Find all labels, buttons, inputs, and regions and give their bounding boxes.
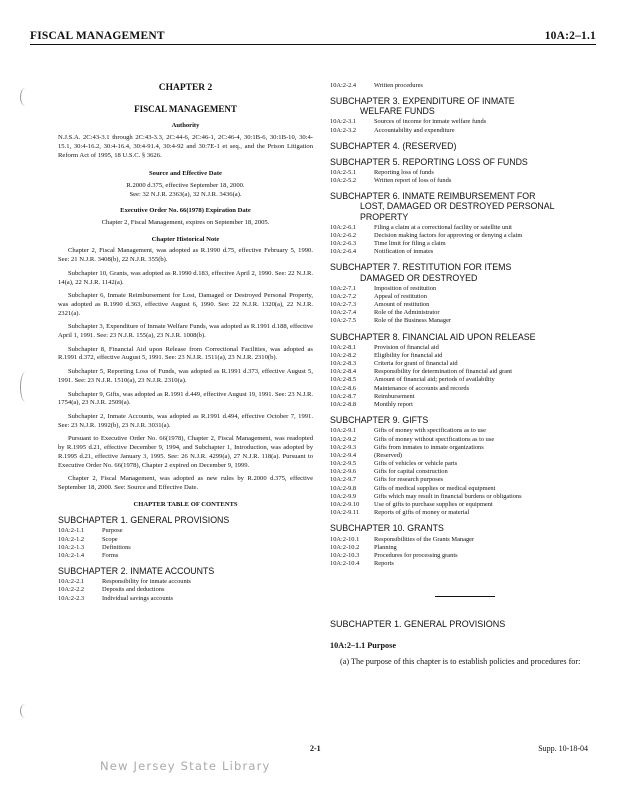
toc-entry-title: Responsibility for determination of financial aid grant — [374, 368, 513, 376]
toc-entry-title: Amount of restitution — [374, 301, 430, 309]
toc-entry-title: Gifts which may result in financial burdens or obligations — [374, 492, 522, 500]
toc-entry[interactable] — [330, 436, 600, 444]
subchapter-heading[interactable] — [330, 262, 600, 282]
toc-entry-title: Reports — [374, 560, 394, 568]
toc-entry[interactable] — [330, 368, 600, 376]
toc-entry-number: 10A:2-8.1 — [330, 343, 357, 351]
scan-mark — [20, 372, 31, 402]
subchapter-title: SUBCHAPTER 2. INMATE ACCOUNTS — [58, 566, 215, 577]
subchapter-title: SUBCHAPTER 6. INMATE REIMBURSEMENT FOR — [330, 191, 536, 202]
toc-entry-title: Amount of financial aid; periods of availability — [374, 376, 495, 384]
page-number: 2-1 — [310, 744, 321, 753]
toc-entry-title: Forms — [102, 551, 119, 559]
toc-entry[interactable] — [330, 285, 600, 293]
toc-entry-number: 10A:2-3.2 — [330, 126, 357, 134]
toc-entry[interactable] — [330, 552, 600, 560]
toc-entry-title: Purpose — [102, 527, 123, 535]
toc-entry-title: Maintenance of accounts and records — [374, 384, 470, 392]
source-heading: Source and Effective Date — [149, 170, 222, 178]
toc-entry-number: 10A:2-8.7 — [330, 392, 357, 400]
toc-entry-number: 10A:2-9.4 — [330, 451, 357, 459]
subchapter-heading[interactable] — [330, 332, 600, 342]
toc-entry-title: Role of the Business Manager — [374, 317, 452, 325]
subchapter-heading[interactable] — [330, 191, 600, 221]
subchapter-title: SUBCHAPTER 9. GIFTS — [330, 415, 429, 426]
toc-entry-number: 10A:2-7.2 — [330, 292, 357, 300]
subchapter-title: SUBCHAPTER 10. GRANTS — [330, 523, 444, 534]
authority-heading: Authority — [171, 122, 200, 130]
toc-entry[interactable] — [330, 476, 600, 484]
toc-entry-number: 10A:2-8.5 — [330, 376, 357, 384]
toc-entry[interactable] — [330, 118, 600, 126]
toc-entry-number: 10A:2-9.5 — [330, 460, 357, 468]
subchapter-title: SUBCHAPTER 1. GENERAL PROVISIONS — [58, 515, 230, 526]
toc-entry-number: 10A:2-2.2 — [58, 586, 85, 594]
toc-entry-number: 10A:2-8.6 — [330, 384, 357, 392]
toc-entry-number: 10A:2-1.1 — [58, 527, 85, 535]
toc-entry[interactable] — [330, 360, 600, 368]
toc-entry-title: Gifts for research purposes — [374, 476, 444, 484]
toc-entry[interactable] — [330, 509, 600, 517]
chapter-title: FISCAL MANAGEMENT — [134, 103, 237, 114]
toc-entry-title: Provision of financial aid — [374, 343, 439, 351]
toc-entry-title: Reimbursement — [374, 392, 415, 400]
toc-entry[interactable] — [330, 240, 600, 248]
source-line: R.2000 d.375, effective September 18, 2000. — [126, 181, 245, 189]
toc-entry-number: 10A:2-1.4 — [58, 551, 85, 559]
scan-mark — [20, 88, 31, 106]
toc-entry[interactable] — [330, 452, 600, 460]
toc-entry-title: Gifts from inmates to inmate organizations — [374, 443, 484, 451]
toc-entry-number: 10A:2-6.3 — [330, 240, 357, 248]
subchapter-title: SUBCHAPTER 3. EXPENDITURE OF INMATE — [330, 96, 515, 107]
source-citation: See: 32 N.J.R. 2363(a), 32 N.J.R. 3436(a). — [129, 190, 242, 198]
toc-entry-title: Written procedures — [374, 82, 423, 89]
history-paragraph: Pursuant to Executive Order No. 66(1978), Chapter 2, Fiscal Management, was readopted by R.1995 d.21, effective December 9, 1994, and Subchapter 1, Introduction, was adopted by R.1995 d.21, effective January 3, 1995. See: 26 N.J.R. 4299(a), 27 N.J.R. 118(a). Pursuant to Executive Order No. 66(1978), Chapter 2 expired on December 9, 1999. — [58, 435, 313, 469]
body-subchapter-heading: SUBCHAPTER 1. GENERAL PROVISIONS — [330, 619, 506, 630]
toc-entry[interactable] — [330, 376, 600, 384]
toc-entry[interactable] — [330, 127, 600, 135]
toc-entry-title: Procedures for processing grants — [374, 551, 458, 559]
toc-entry-number: 10A:2-9.7 — [330, 476, 357, 484]
toc-entry-number: 10A:2-6.2 — [330, 231, 357, 239]
left-toc — [58, 515, 313, 603]
toc-entry-number: 10A:2-9.6 — [330, 468, 357, 476]
section-divider — [435, 596, 495, 597]
toc-entry[interactable] — [330, 444, 600, 452]
toc-entry-title: Criteria for grant of financial aid — [374, 360, 458, 368]
toc-entry[interactable] — [58, 595, 313, 603]
toc-entry-title: Role of the Administrator — [374, 309, 440, 317]
toc-entry-number: 10A:2-8.8 — [330, 401, 357, 409]
history-notes — [58, 247, 313, 492]
toc-entry-title: Use of gifts to purchase supplies or equipment — [374, 501, 493, 509]
toc-entry-title: Gifts of vehicles or vehicle parts — [374, 460, 458, 468]
toc-entry[interactable] — [330, 460, 600, 468]
toc-entry[interactable] — [58, 544, 313, 552]
toc-entry-title: Gifts for capital construction — [374, 468, 448, 476]
toc-entry-title: Deposits and deductions — [102, 586, 165, 594]
subchapter-title-cont: WELFARE FUNDS — [360, 106, 435, 117]
toc-entry-title: Reporting loss of funds — [374, 169, 434, 176]
toc-entry-number: 10A:2-2.1 — [58, 578, 85, 586]
toc-entry-title: Reports of gifts of money or material — [374, 509, 470, 517]
toc-entry-number: 10A:2-10.4 — [330, 560, 360, 568]
toc-entry-title: Gifts of money without specifications as to use — [374, 435, 495, 443]
toc-entry-number: 10A:2-7.1 — [330, 284, 357, 292]
toc-entry-title: Monthly report — [374, 401, 413, 409]
running-header — [30, 26, 596, 45]
toc-entry-title: Scope — [102, 535, 118, 543]
history-paragraph: Subchapter 8, Financial Aid upon Release from Correctional Facilities, was adopted as R.1991 d.372, effective August 5, 1991. See: 23 N.J.R. 1511(a), 23 N.J.R. 2310(b). — [58, 345, 313, 362]
toc-heading: CHAPTER TABLE OF CONTENTS — [133, 500, 238, 508]
toc-entry[interactable] — [58, 536, 313, 544]
toc-entry-title: Gifts of medical supplies or medical equipment — [374, 484, 496, 492]
scan-mark — [20, 704, 31, 718]
history-paragraph: Subchapter 6, Inmate Reimbursement for Lost, Damaged or Destroyed Personal Property, was adopted as R.1990 d.363, effective August 6, 1990. See: 22 N.J.R. 1320(a), 22 N.J.R. 2321(a). — [58, 292, 313, 317]
toc-entry-title: Gifts of money with specifications as to use — [374, 427, 486, 435]
toc-entry-number: 10A:2-1.2 — [58, 535, 85, 543]
toc-entry-number: 10A:2-10.2 — [330, 543, 360, 551]
subchapter-heading[interactable] — [58, 515, 313, 525]
toc-entry[interactable] — [330, 393, 600, 401]
toc-entry[interactable] — [330, 501, 600, 509]
subchapter-heading[interactable] — [58, 566, 313, 576]
toc-entry-number: 10A:2-7.5 — [330, 317, 357, 325]
toc-entry[interactable] — [330, 177, 600, 185]
toc-entry[interactable] — [330, 317, 600, 325]
toc-entry-number: 10A:2-8.2 — [330, 351, 357, 359]
exec-order-heading: Executive Order No. 66(1978) Expiration Date — [120, 207, 251, 215]
left-column — [58, 82, 313, 603]
toc-entry[interactable] — [330, 401, 600, 409]
toc-entry-title: Decision making factors for approving or denying a claim — [374, 231, 523, 239]
toc-entry[interactable] — [330, 248, 600, 256]
toc-entry-title: Filing a claim at a correctional facility or satellite unit — [374, 223, 512, 231]
toc-entry-title: (Reserved) — [374, 451, 403, 459]
toc-entry[interactable] — [330, 560, 600, 568]
toc-entry-number: 10A:2-7.3 — [330, 301, 357, 309]
subchapter-title: SUBCHAPTER 5. REPORTING LOSS OF FUNDS — [330, 156, 528, 167]
subchapter-heading[interactable] — [330, 523, 600, 533]
toc-entry-title: Notification of inmates — [374, 248, 434, 256]
toc-entry-title: Sources of income for inmate welfare funds — [374, 118, 487, 126]
history-paragraph: Subchapter 5, Reporting Loss of Funds, was adopted as R.1991 d.373, effective August 5, 1991. See: 23 N.J.R. 1510(a), 23 N.J.R. 2310(a). — [58, 368, 313, 384]
toc-entry-title: Imposition of restitution — [374, 284, 437, 292]
toc-entry-number: 10A:2-9.11 — [330, 509, 360, 517]
toc-entry-title: Planning — [374, 543, 397, 551]
history-paragraph: Subchapter 2, Inmate Accounts, was adopted as R.1991 d.494, effective October 7, 1991. See: 23 N.J.R. 1992(b), 23 N.J.R. 3031(a). — [58, 412, 313, 429]
toc-entry[interactable] — [330, 224, 600, 232]
toc-entry[interactable] — [330, 493, 600, 501]
toc-entry[interactable] — [330, 385, 600, 393]
toc-entry-number: 10A:2-1.3 — [58, 543, 85, 551]
toc-entry[interactable] — [330, 232, 600, 240]
toc-entry-title: Appeal of restitution — [374, 292, 427, 300]
right-column — [330, 82, 600, 667]
toc-entry-title: Responsibility for inmate accounts — [102, 578, 191, 586]
toc-entry[interactable] — [330, 169, 600, 177]
toc-entry-number: 10A:2-9.3 — [330, 443, 357, 451]
toc-entry[interactable] — [330, 427, 600, 435]
chapter-number: CHAPTER 2 — [158, 83, 213, 93]
history-paragraph: Chapter 2, Fiscal Management, was adopted as R.1990 d.75, effective February 5, 1990. See: 21 N.J.R. 3408(b), 22 N.J.R. 355(b). — [58, 247, 313, 264]
toc-entry[interactable] — [330, 293, 600, 301]
toc-entry-number: 10A:2-3.1 — [330, 118, 357, 126]
history-paragraph: Subchapter 9, Gifts, was adopted as R.1991 d.449, effective August 19, 1991. See: 23 N.J.R. 1754(a), 23 N.J.R. 2509(a). — [58, 390, 313, 407]
toc-entry[interactable] — [330, 301, 600, 309]
toc-entry[interactable] — [58, 578, 313, 586]
toc-entry-number: 10A:2-2.4 — [330, 82, 357, 89]
toc-entry-title: Responsibilities of the Grants Manager — [374, 535, 475, 543]
toc-entry-number: 10A:2-8.3 — [330, 360, 357, 368]
subchapter-title: SUBCHAPTER 4. (RESERVED) — [330, 140, 457, 151]
subchapter-heading[interactable] — [330, 141, 600, 151]
toc-entry-title: Individual savings accounts — [102, 594, 173, 602]
toc-entry[interactable] — [330, 468, 600, 476]
subchapter-title: SUBCHAPTER 7. RESTITUTION FOR ITEMS — [330, 262, 512, 273]
toc-entry[interactable] — [330, 544, 600, 552]
toc-entry-number: 10A:2-2.3 — [58, 594, 85, 602]
history-paragraph: Subchapter 10, Grants, was adopted as R.1990 d.183, effective April 2, 1990. See: 22 N.J.R. 14(a), 22 N.J.R. 1142(a). — [58, 269, 313, 286]
header-section: 10A:2–1.1 — [544, 30, 596, 42]
library-watermark: New Jersey State Library — [100, 759, 271, 773]
toc-entry-title: Time limit for filing a claim — [374, 240, 446, 248]
toc-entry-number: 10A:2-10.1 — [330, 535, 360, 543]
subchapter-heading[interactable] — [330, 157, 600, 167]
toc-entry-number: 10A:2-9.2 — [330, 435, 357, 443]
toc-entry-number: 10A:2-9.10 — [330, 501, 360, 509]
toc-entry-number: 10A:2-9.9 — [330, 492, 357, 500]
toc-entry[interactable] — [58, 527, 313, 535]
subchapter-heading[interactable] — [330, 96, 600, 116]
toc-entry[interactable] — [330, 485, 600, 493]
header-title: FISCAL MANAGEMENT — [30, 30, 165, 42]
toc-entry[interactable] — [330, 82, 600, 90]
subchapter-heading[interactable] — [330, 415, 600, 425]
toc-entry-title: Eligibility for financial aid — [374, 351, 443, 359]
toc-entry-number: 10A:2-6.1 — [330, 223, 357, 231]
toc-entry-title: Accountability and expenditure — [374, 126, 455, 134]
toc-entry-number: 10A:2-9.8 — [330, 484, 357, 492]
toc-entry[interactable] — [58, 552, 313, 560]
purpose-heading: 10A:2–1.1 Purpose — [330, 641, 396, 651]
toc-entry[interactable] — [330, 309, 600, 317]
history-paragraph: Chapter 2, Fiscal Management, was adopted as new rules by R.2000 d.375, effective September 18, 2000. See: Source and Effective Date. — [58, 475, 313, 491]
toc-entry-number: 10A:2-6.4 — [330, 248, 357, 256]
toc-entry-number: 10A:2-8.4 — [330, 368, 357, 376]
subchapter-title: SUBCHAPTER 8. FINANCIAL AID UPON RELEASE — [330, 331, 536, 342]
toc-entry-number: 10A:2-5.1 — [330, 169, 357, 176]
right-toc — [330, 96, 600, 568]
subchapter-title-cont: LOST, DAMAGED OR DESTROYED PERSONAL PROPERTY — [360, 201, 555, 222]
toc-entry-title: Written report of loss of funds — [374, 177, 452, 185]
toc-entry[interactable] — [330, 352, 600, 360]
toc-entry-number: 10A:2-9.1 — [330, 427, 357, 435]
exec-order-text: Chapter 2, Fiscal Management, expires on September 18, 2005. — [101, 219, 270, 227]
toc-entry-number: 10A:2-5.2 — [330, 177, 357, 185]
toc-entry-title: Definitions — [102, 543, 131, 551]
toc-entry-number: 10A:2-7.4 — [330, 309, 357, 317]
toc-entry[interactable] — [58, 586, 313, 594]
authority-text: N.J.S.A. 2C:43-3.1 through 2C:43-3.3, 2C:44-6, 2C:46-1, 2C:46-4, 30:1B-6, 30:1B-10, 30:4-15.1, 30:4-16.2, 30:4-16.4, 30:4-91.4, 30:4-92 and 30:7E-1 et seq., and the Prison Litigation Reform Act of 1995, 18 U.S.C. § 3626. — [58, 134, 313, 159]
toc-entry-number: 10A:2-10.3 — [330, 551, 360, 559]
purpose-text: (a) The purpose of this chapter is to establish policies and procedures for: — [340, 656, 581, 666]
toc-entry[interactable] — [330, 536, 600, 544]
subchapter-title-cont: DAMAGED OR DESTROYED — [360, 272, 478, 283]
supplement-date: Supp. 10-18-04 — [538, 744, 588, 753]
history-heading: Chapter Historical Note — [151, 235, 220, 243]
history-paragraph: Subchapter 3, Expenditure of Inmate Welfare Funds, was adopted as R.1991 d.188, effective April 1, 1991. See: 23 N.J.R. 155(a), 23 N.J.R. 1008(b). — [58, 323, 313, 340]
toc-entry[interactable] — [330, 344, 600, 352]
